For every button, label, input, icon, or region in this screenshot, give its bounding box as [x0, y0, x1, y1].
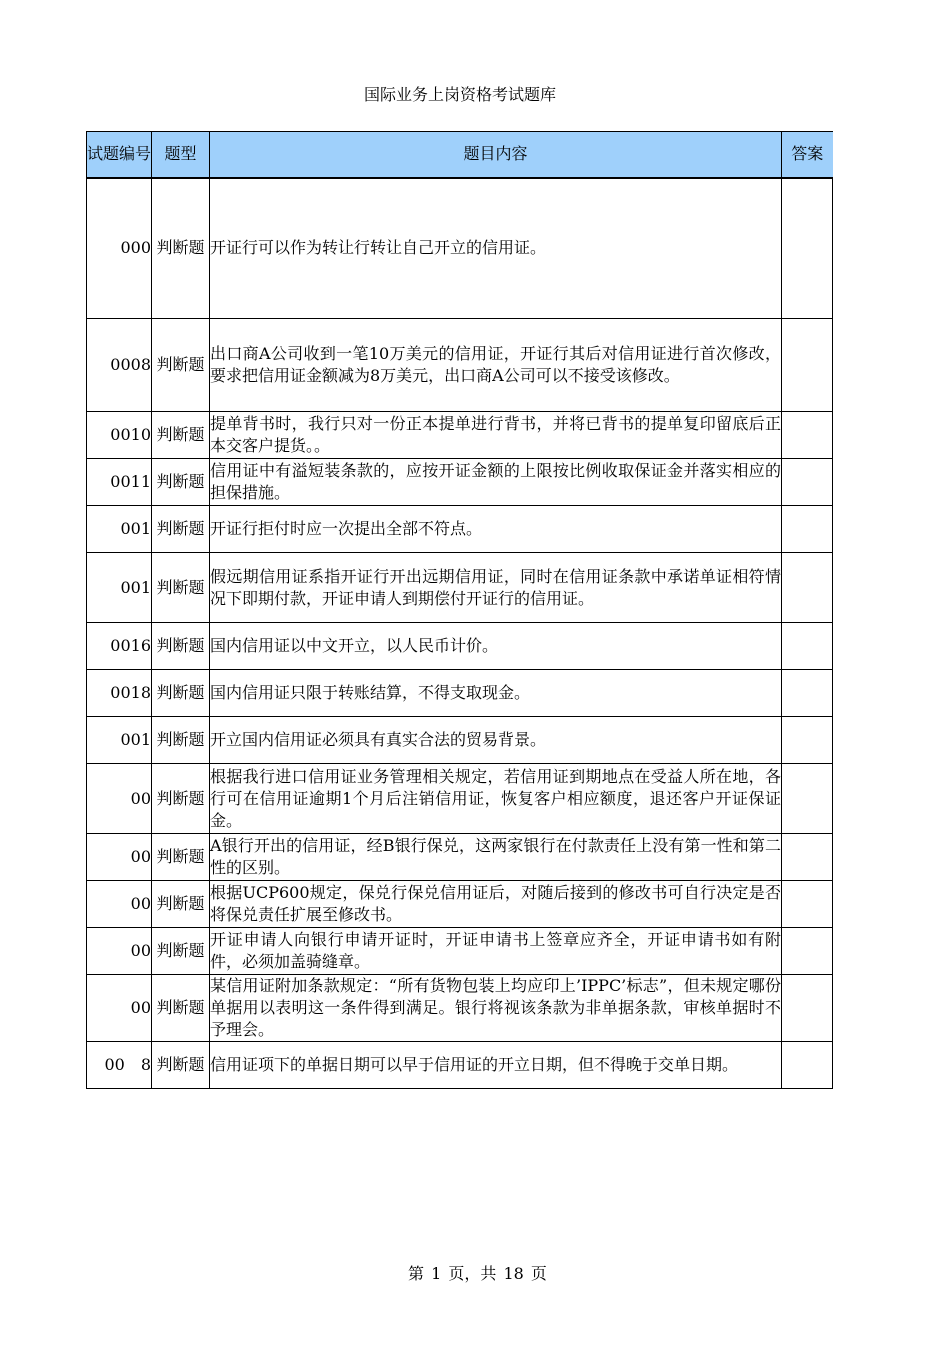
question-content-cell: 某信用证附加条款规定：“所有货物包装上均应印上’IPPC’标志”，但未规定哪份单据用以表明这一条件得到满足。银行将视该条款为非单据条款，审核单据时不予理会。: [210, 975, 782, 1042]
answer-cell: [782, 412, 833, 459]
table-row: [87, 834, 833, 881]
table-row: [87, 881, 833, 928]
answer-cell: [782, 717, 833, 764]
question-type-cell: 判断题: [152, 834, 210, 881]
answer-cell: [782, 459, 833, 506]
question-content-cell: 开证申请人向银行申请开证时，开证申请书上签章应齐全，开证申请书如有附件，必须加盖骑缝章。: [210, 928, 782, 975]
document-title: 国际业务上岗资格考试题库: [363, 85, 556, 104]
table-row: [87, 623, 833, 670]
question-id-cell: 000: [87, 178, 152, 319]
question-type-cell: 判断题: [152, 553, 210, 623]
question-content-cell: 国内信用证只限于转账结算，不得支取现金。: [210, 670, 782, 717]
answer-cell: [782, 928, 833, 975]
answer-cell: [782, 506, 833, 553]
table-row: [87, 670, 833, 717]
question-content-cell: 开证行拒付时应一次提出全部不符点。: [210, 506, 782, 553]
table-row: [87, 1042, 833, 1089]
question-type-cell: 判断题: [152, 623, 210, 670]
answer-cell: [782, 975, 833, 1042]
question-content-cell: 提单背书时，我行只对一份正本提单进行背书，并将已背书的提单复印留底后正本交客户提货。。: [210, 412, 782, 459]
question-content-cell: 信用证项下的单据日期可以早于信用证的开立日期，但不得晚于交单日期。: [210, 1042, 782, 1089]
question-type-cell: 判断题: [152, 928, 210, 975]
header-question-content: 题目内容: [210, 132, 782, 178]
table-row: [87, 506, 833, 553]
question-content-cell: 假远期信用证系指开证行开出远期信用证，同时在信用证条款中承诺单证相符情况下即期付款，开证申请人到期偿付开证行的信用证。: [210, 553, 782, 623]
question-id-cell: 001: [87, 506, 152, 553]
question-content-cell: 根据UCP600规定，保兑行保兑信用证后，对随后接到的修改书可自行决定是否将保兑责任扩展至修改书。: [210, 881, 782, 928]
question-content-cell: 开证行可以作为转让行转让自己开立的信用证。: [210, 178, 782, 319]
question-id-cell: 0016: [87, 623, 152, 670]
answer-cell: [782, 178, 833, 319]
question-id-cell: 001: [87, 717, 152, 764]
question-type-cell: 判断题: [152, 1042, 210, 1089]
question-type-cell: 判断题: [152, 178, 210, 319]
table-row: [87, 928, 833, 975]
question-id-cell: 00 8: [87, 1042, 152, 1089]
answer-cell: [782, 670, 833, 717]
answer-cell: [782, 764, 833, 834]
question-content-cell: 信用证中有溢短装条款的，应按开证金额的上限按比例收取保证金并落实相应的担保措施。: [210, 459, 782, 506]
question-content-cell: 国内信用证以中文开立，以人民币计价。: [210, 623, 782, 670]
table-row: [87, 553, 833, 623]
header-question-type: 题型: [152, 132, 210, 178]
question-id-cell: 00: [87, 975, 152, 1042]
question-id-cell: 0011: [87, 459, 152, 506]
table-row: [87, 178, 833, 319]
question-id-cell: 00: [87, 834, 152, 881]
table-row: [87, 717, 833, 764]
question-content-cell: 开立国内信用证必须具有真实合法的贸易背景。: [210, 717, 782, 764]
question-content-cell: A银行开出的信用证，经B银行保兑，这两家银行在付款责任上没有第一性和第二性的区别。: [210, 834, 782, 881]
answer-cell: [782, 623, 833, 670]
question-id-cell: 0010: [87, 412, 152, 459]
table-row: [87, 412, 833, 459]
table-row: [87, 764, 833, 834]
answer-cell: [782, 834, 833, 881]
question-id-cell: 00: [87, 928, 152, 975]
question-type-cell: 判断题: [152, 319, 210, 412]
answer-cell: [782, 881, 833, 928]
answer-cell: [782, 319, 833, 412]
answer-cell: [782, 553, 833, 623]
page-footer: 第 1 页，共 18 页: [408, 1264, 547, 1283]
header-question-id: 试题编号: [87, 132, 152, 178]
header-answer: 答案: [782, 132, 833, 178]
question-type-cell: 判断题: [152, 459, 210, 506]
question-table: [86, 131, 833, 1089]
question-id-cell: 0008: [87, 319, 152, 412]
table-body: [87, 178, 833, 1089]
answer-cell: [782, 1042, 833, 1089]
table-row: [87, 459, 833, 506]
question-type-cell: 判断题: [152, 975, 210, 1042]
question-type-cell: 判断题: [152, 412, 210, 459]
question-type-cell: 判断题: [152, 717, 210, 764]
question-type-cell: 判断题: [152, 506, 210, 553]
question-content-cell: 出口商A公司收到一笔10万美元的信用证，开证行其后对信用证进行首次修改，要求把信用证金额减为8万美元，出口商A公司可以不接受该修改。: [210, 319, 782, 412]
question-type-cell: 判断题: [152, 670, 210, 717]
question-type-cell: 判断题: [152, 764, 210, 834]
table-row: [87, 975, 833, 1042]
table-header-row: [87, 132, 833, 178]
question-content-cell: 根据我行进口信用证业务管理相关规定，若信用证到期地点在受益人所在地，各行可在信用证逾期1个月后注销信用证，恢复客户相应额度，退还客户开证保证金。: [210, 764, 782, 834]
table-row: [87, 319, 833, 412]
question-type-cell: 判断题: [152, 881, 210, 928]
question-id-cell: 00: [87, 881, 152, 928]
question-id-cell: 0018: [87, 670, 152, 717]
question-id-cell: 00: [87, 764, 152, 834]
question-id-cell: 001: [87, 553, 152, 623]
